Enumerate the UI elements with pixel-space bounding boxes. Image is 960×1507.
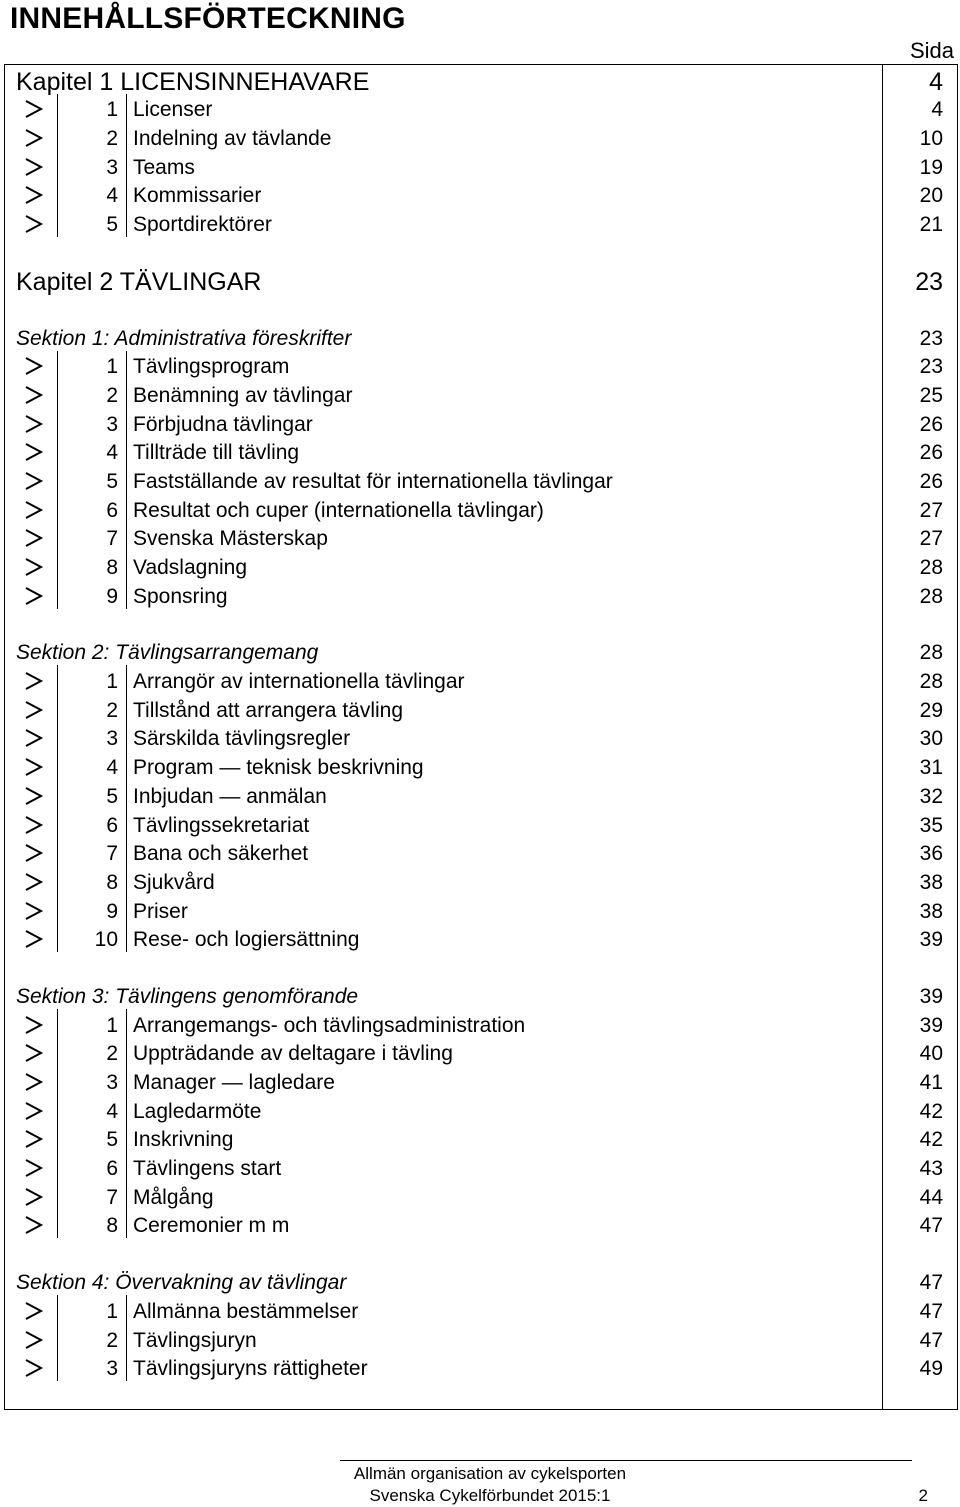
- entry-title: Manager — lagledare: [133, 1071, 335, 1094]
- entry-page: 27: [883, 494, 958, 523]
- entry-page: 25: [883, 379, 958, 408]
- chevron-right-icon: [23, 787, 45, 805]
- section-heading-row: [5, 980, 958, 1009]
- entry-number: 2: [58, 694, 127, 723]
- entry-title: Resultat och cuper (internationella tävlingar): [133, 498, 544, 522]
- chapter-heading: Kapitel 2 TÄVLINGAR: [5, 265, 883, 294]
- entry-number: 8: [58, 1210, 127, 1239]
- chevron-right-icon: [23, 1016, 45, 1034]
- entry-title: Inskrivning: [133, 1128, 234, 1152]
- chevron-right-icon: [23, 758, 45, 776]
- entry-page: 39: [883, 924, 958, 953]
- toc-entry-row: [5, 665, 958, 694]
- toc-entry-row: [5, 780, 958, 809]
- entry-number: 1: [58, 94, 127, 123]
- toc-entry-row: [5, 1210, 958, 1239]
- entry-title: Sponsring: [133, 584, 228, 608]
- chevron-right-icon: [23, 729, 45, 747]
- entry-page: 40: [883, 1038, 958, 1067]
- entry-number: 4: [58, 437, 127, 466]
- entry-title: Teams: [133, 155, 195, 179]
- entry-page: 42: [883, 1124, 958, 1153]
- entry-page: 4: [883, 94, 958, 123]
- entry-title: Tävlingsjuryns rättigheter: [133, 1357, 368, 1381]
- chevron-right-icon: [23, 1130, 45, 1148]
- entry-number: 2: [58, 1038, 127, 1067]
- footer-organisation-line: Allmän organisation av cykelsporten: [353, 1464, 627, 1483]
- entry-title: Allmänna bestämmelser: [133, 1299, 359, 1323]
- entry-title: Indelning av tävlande: [133, 127, 332, 151]
- entry-number: 2: [58, 379, 127, 408]
- toc-entry-row: [5, 924, 958, 953]
- entry-title: Målgång: [133, 1185, 214, 1209]
- section-heading: Sektion 4: Övervakning av tävlingar: [5, 1266, 883, 1295]
- entry-title: Vadslagning: [133, 556, 248, 579]
- section-heading-row: [5, 322, 958, 351]
- entry-page: 26: [883, 408, 958, 437]
- entry-title: Rese- och logiersättning: [133, 928, 360, 952]
- entry-title: Tävlingssekretariat: [133, 813, 310, 837]
- entry-title: Ceremonier m m: [133, 1214, 290, 1238]
- entry-page: 39: [883, 1009, 958, 1038]
- chevron-right-icon: [23, 443, 45, 461]
- entry-number: 6: [58, 494, 127, 523]
- entry-number: 1: [58, 1295, 127, 1324]
- entry-title: Licenser: [133, 98, 213, 122]
- chevron-right-icon: [23, 816, 45, 834]
- entry-page: 23: [883, 351, 958, 380]
- entry-title: Program — teknisk beskrivning: [133, 756, 424, 780]
- chevron-right-icon: [23, 844, 45, 862]
- entry-page: 49: [883, 1353, 958, 1382]
- entry-number: 8: [58, 866, 127, 895]
- spacer-row: [5, 1238, 958, 1266]
- entry-number: 1: [58, 1009, 127, 1038]
- entry-title: Tävlingens start: [133, 1157, 282, 1181]
- page-column-header: Sida: [909, 38, 954, 63]
- toc-entry-row: [5, 122, 958, 151]
- chevron-right-icon: [23, 873, 45, 891]
- entry-page: 28: [883, 580, 958, 609]
- entry-title: Inbjudan — anmälan: [133, 784, 327, 808]
- chevron-right-icon: [23, 158, 45, 176]
- entry-title: Bana och säkerhet: [133, 842, 309, 866]
- toc-entry-row: [5, 551, 958, 580]
- entry-page: 36: [883, 838, 958, 867]
- chevron-right-icon: [23, 215, 45, 233]
- toc-entry-row: [5, 694, 958, 723]
- chevron-right-icon: [23, 1331, 45, 1349]
- chevron-right-icon: [23, 930, 45, 948]
- entry-page: 38: [883, 866, 958, 895]
- page-number: 2: [918, 1486, 928, 1505]
- entry-number: 6: [58, 1152, 127, 1181]
- chevron-right-icon: [23, 587, 45, 605]
- chevron-right-icon: [23, 529, 45, 547]
- toc-entry-row: [5, 1353, 958, 1382]
- entry-page: 44: [883, 1181, 958, 1210]
- entry-page: 43: [883, 1152, 958, 1181]
- toc-entry-row: [5, 1066, 958, 1095]
- entry-title: Priser: [133, 899, 188, 923]
- entry-page: 47: [883, 1324, 958, 1353]
- chapter-heading: Kapitel 1 LICENSINNEHAVARE: [5, 65, 883, 94]
- entry-page: 29: [883, 694, 958, 723]
- chevron-right-icon: [23, 386, 45, 404]
- spacer-row: [5, 609, 958, 637]
- footer-federation-line: Svenska Cykelförbundet 2015:1: [369, 1486, 611, 1505]
- entry-number: 3: [58, 151, 127, 180]
- entry-number: 4: [58, 180, 127, 209]
- chevron-right-icon: [23, 357, 45, 375]
- toc-entry-row: [5, 1009, 958, 1038]
- entry-page: 47: [883, 1210, 958, 1239]
- toc-entry-row: [5, 1095, 958, 1124]
- toc-entry-row: [5, 895, 958, 924]
- toc-entry-row: [5, 580, 958, 609]
- section-heading: Sektion 1: Administrativa föreskrifter: [5, 322, 883, 351]
- entry-page: 30: [883, 723, 958, 752]
- entry-page: 26: [883, 465, 958, 494]
- toc-entry-row: [5, 1181, 958, 1210]
- chevron-right-icon: [23, 186, 45, 204]
- entry-number: 3: [58, 1353, 127, 1382]
- entry-number: 3: [58, 723, 127, 752]
- toc-entry-row: [5, 494, 958, 523]
- toc-entry-row: [5, 180, 958, 209]
- chevron-right-icon: [23, 701, 45, 719]
- toc-entry-row: [5, 1124, 958, 1153]
- entry-number: 7: [58, 1181, 127, 1210]
- chevron-right-icon: [23, 1102, 45, 1120]
- toc-entry-row: [5, 437, 958, 466]
- chevron-right-icon: [23, 100, 45, 118]
- chevron-right-icon: [23, 472, 45, 490]
- chevron-right-icon: [23, 1216, 45, 1234]
- entry-number: 2: [58, 1324, 127, 1353]
- entry-title: Förbjudna tävlingar: [133, 412, 313, 436]
- entry-number: 1: [58, 665, 127, 694]
- chevron-right-icon: [23, 1073, 45, 1091]
- entry-page: 38: [883, 895, 958, 924]
- entry-page: 28: [883, 665, 958, 694]
- section-heading-row: [5, 1266, 958, 1295]
- chapter-page: 4: [883, 65, 958, 94]
- toc-entry-row: [5, 523, 958, 552]
- chevron-right-icon: [23, 501, 45, 519]
- entry-number: 2: [58, 122, 127, 151]
- entry-title: Svenska Mästerskap: [133, 527, 328, 551]
- entry-number: 5: [58, 465, 127, 494]
- entry-number: 7: [58, 523, 127, 552]
- toc-entry-row: [5, 351, 958, 380]
- footer-divider: [340, 1460, 912, 1461]
- chevron-right-icon: [23, 1302, 45, 1320]
- toc-entry-row: [5, 1152, 958, 1181]
- chapter-heading-row: [5, 65, 958, 94]
- chevron-right-icon: [23, 558, 45, 576]
- entry-number: 7: [58, 838, 127, 867]
- entry-page: 26: [883, 437, 958, 466]
- spacer-row: [5, 294, 958, 322]
- toc-entry-row: [5, 1295, 958, 1324]
- spacer-row: [5, 237, 958, 265]
- toc-entry-row: [5, 866, 958, 895]
- entry-page: 10: [883, 122, 958, 151]
- chevron-right-icon: [23, 672, 45, 690]
- entry-number: 8: [58, 551, 127, 580]
- entry-number: 5: [58, 1124, 127, 1153]
- entry-page: 35: [883, 809, 958, 838]
- toc-entry-row: [5, 379, 958, 408]
- section-heading: Sektion 3: Tävlingens genomförande: [5, 980, 883, 1009]
- chevron-right-icon: [23, 1159, 45, 1177]
- entry-page: 21: [883, 208, 958, 237]
- chevron-right-icon: [23, 1359, 45, 1377]
- table-of-contents: [4, 64, 958, 1410]
- document-title: INNEHÅLLSFÖRTECKNING: [10, 2, 406, 35]
- entry-title: Lagledarmöte: [133, 1099, 262, 1123]
- entry-number: 4: [58, 1095, 127, 1124]
- chevron-right-icon: [23, 1188, 45, 1206]
- entry-page: 28: [883, 551, 958, 580]
- toc-entry-row: [5, 1038, 958, 1067]
- entry-title: Fastställande av resultat för internationella tävlingar: [133, 469, 613, 493]
- section-heading: Sektion 2: Tävlingsarrangemang: [5, 637, 883, 666]
- toc-entry-row: [5, 1324, 958, 1353]
- chapter-heading-row: [5, 265, 958, 294]
- entry-page: 20: [883, 180, 958, 209]
- entry-number: 4: [58, 751, 127, 780]
- entry-title: Kommissarier: [133, 184, 262, 208]
- toc-entry-row: [5, 465, 958, 494]
- entry-page: 27: [883, 523, 958, 552]
- entry-page: 42: [883, 1095, 958, 1124]
- entry-title: Arrangör av internationella tävlingar: [133, 670, 465, 694]
- entry-number: 10: [58, 924, 127, 953]
- entry-title: Särskilda tävlingsregler: [133, 727, 351, 751]
- entry-number: 3: [58, 408, 127, 437]
- section-page: 39: [883, 980, 958, 1009]
- entry-title: Arrangemangs- och tävlingsadministration: [133, 1013, 526, 1037]
- entry-title: Sportdirektörer: [133, 213, 272, 237]
- entry-title: Benämning av tävlingar: [133, 383, 353, 407]
- entry-number: 9: [58, 895, 127, 924]
- spacer-row: [5, 1381, 958, 1410]
- section-page: 47: [883, 1266, 958, 1295]
- section-page: 23: [883, 322, 958, 351]
- entry-title: Tävlingsjuryn: [133, 1328, 257, 1352]
- entry-page: 19: [883, 151, 958, 180]
- entry-page: 31: [883, 751, 958, 780]
- chapter-page: 23: [883, 265, 958, 294]
- entry-page: 47: [883, 1295, 958, 1324]
- chevron-right-icon: [23, 1044, 45, 1062]
- chevron-right-icon: [23, 415, 45, 433]
- section-page: 28: [883, 637, 958, 666]
- entry-title: Uppträdande av deltagare i tävling: [133, 1042, 453, 1066]
- toc-entry-row: [5, 151, 958, 180]
- entry-number: 3: [58, 1066, 127, 1095]
- entry-title: Sjukvård: [133, 870, 215, 894]
- entry-number: 9: [58, 580, 127, 609]
- toc-entry-row: [5, 208, 958, 237]
- entry-number: 5: [58, 780, 127, 809]
- toc-entry-row: [5, 838, 958, 867]
- entry-number: 1: [58, 351, 127, 380]
- entry-page: 41: [883, 1066, 958, 1095]
- toc-entry-row: [5, 723, 958, 752]
- section-heading-row: [5, 637, 958, 666]
- chevron-right-icon: [23, 902, 45, 920]
- chevron-right-icon: [23, 129, 45, 147]
- entry-number: 5: [58, 208, 127, 237]
- toc-entry-row: [5, 809, 958, 838]
- entry-title: Tävlingsprogram: [133, 355, 290, 379]
- entry-title: Tillträde till tävling: [133, 441, 300, 465]
- entry-title: Tillstånd att arrangera tävling: [133, 698, 404, 722]
- entry-number: 6: [58, 809, 127, 838]
- spacer-row: [5, 952, 958, 980]
- entry-page: 32: [883, 780, 958, 809]
- toc-entry-row: [5, 94, 958, 123]
- toc-entry-row: [5, 751, 958, 780]
- toc-entry-row: [5, 408, 958, 437]
